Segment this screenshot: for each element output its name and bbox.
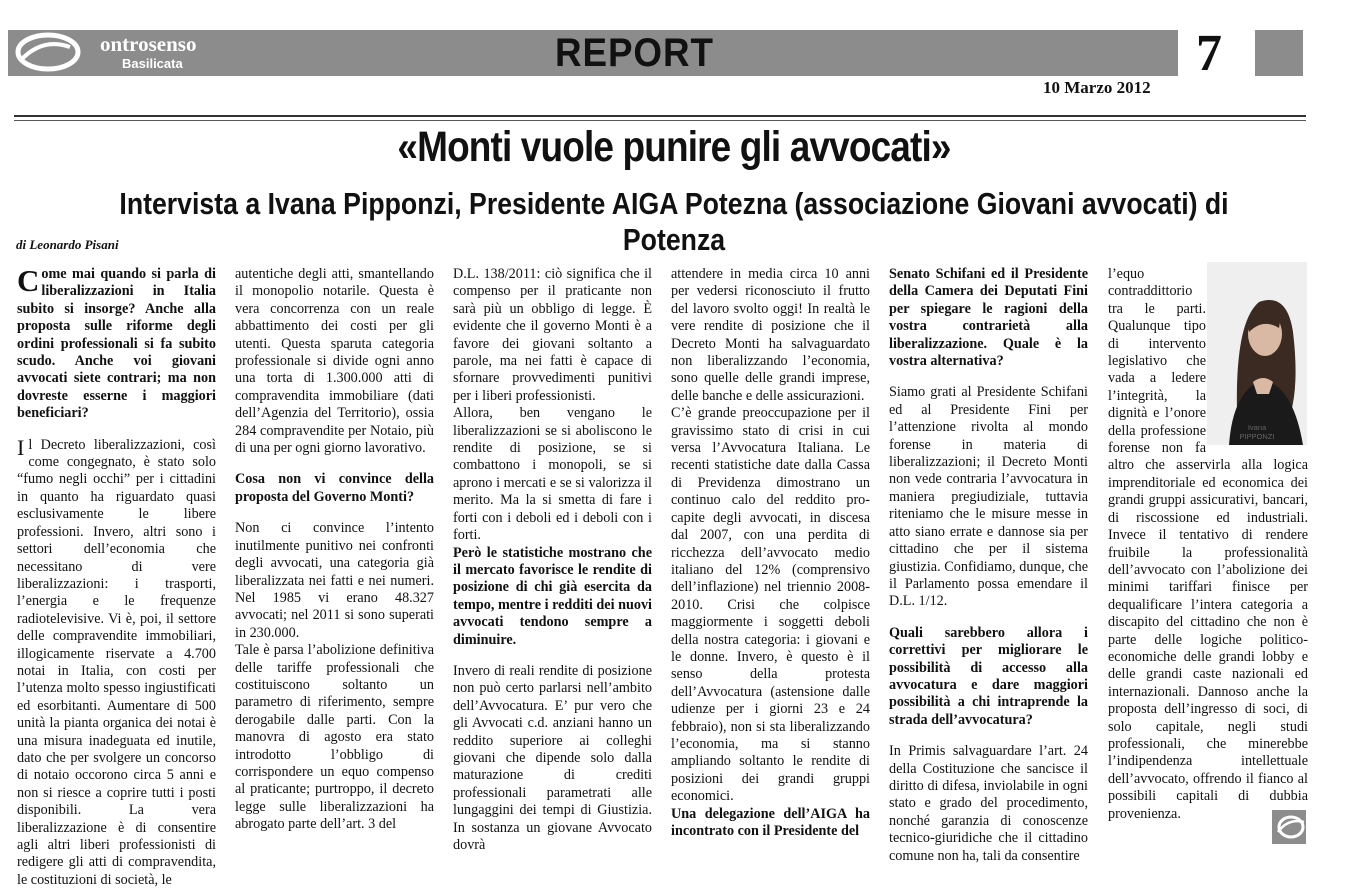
- paragraph: Invero di reali rendite di posizione non può certo parlarsi nell’ambito dell’Avvocatura. E’ pur vero che gli Avvocati c.d. anziani hanno un reddito superiore ai colleghi giovani che dipende solo dalla maturazione di crediti professionali parametrati alle lungaggini dei tempi di Giustizia. In sostanza un giovane Avvocato dovrà: [453, 662, 652, 853]
- section-title: REPORT: [555, 31, 714, 75]
- article-headline: «Monti vuole punire gli avvocati»: [397, 123, 951, 171]
- photo-caption-last: PIPPONZI: [1239, 432, 1275, 441]
- question-4-end: Senato Schifani ed il Presidente della Camera dei Deputati Fini per spiegare le ragioni della vostra contrarietà alla liberalizzazione. Quale è la vostra alternativa?: [889, 266, 1088, 370]
- portrait-image: [1207, 262, 1307, 445]
- paragraph: D.L. 138/2011: ciò significa che il compenso per il praticante non sarà più un obbligo di legge. È evidente che il governo Monti è a favore dei giovani soltanto a parole, ma nei fatti è capace di sfornare provvedimenti punitivi per i liberi professionisti.: [453, 266, 652, 404]
- paragraph: l’equo contraddittorio tra le parti. Qualunque tipo di intervento legislativo che vada a ledere l’integrità, la dignità e l’onore della professione forense non fa altro che asservirla alla logica imprenditoriale ed economica dei grandi gruppi assicurativi, bancari, di riscossione ed industriali. Invece il tentativo di rendere fruibile la professionalità dell’avvocato con l’abolizione dei minimi tariffari finisce per dequalificare l’intera categoria a discapito del cittadino che non è parte delle logiche politico-economiche delle grandi lobby e delle grandi caste nazionali ed internazionali. Dannoso anche la proposta dell’ingresso di soci, di solo capitale, negli studi professionali, che minerebbe l’indipendenza intellettuale dell’avvocato, offrendo il fianco al possibili capitali di dubbia provenienza.: [1108, 266, 1308, 822]
- paragraph: Allora, ben vengano le liberalizzazioni se si aboliscono le rendite di posizione, se si combattono i monopoli, se si aprono i mercati e se si valorizza il merito. Ma la si smetta di fare i forti con i deboli ed i deboli con i forti.: [453, 405, 652, 544]
- header-rule-thin: [14, 120, 1306, 121]
- paragraph: attendere in media circa 10 anni per vedersi riconosciuto il frutto del lavoro svolto oggi! In realtà le vere rendite di posizione che il Decreto Monti ha salvaguardato non liberalizzando l’economia, sono quelle delle grandi imprese, delle banche e delle assicurazioni.: [671, 266, 870, 404]
- photo-caption-first: Ivana: [1247, 423, 1267, 432]
- article-subheadline: Intervista a Ivana Pipponzi, Presidente AIGA Potezna (associazione Giovani avvocati) di Potenza: [119, 186, 1229, 257]
- portrait-photo: [1207, 262, 1307, 445]
- dropcap: I: [17, 434, 25, 460]
- photo-caption: [1207, 423, 1307, 441]
- answer-1: [17, 434, 216, 889]
- question-3: Però le statistiche mostrano che il mercato favorisce le rendite di posizione di chi già esercita da tempo, mentre i redditi dei nuovi avvocati tendono sempre a diminuire.: [453, 544, 652, 648]
- answer-1-text: l Decreto liberalizzazioni, così come congegnato, è stato solo “fumo negli occhi” per i cittadini in quanto ha riguardato quasi esclusivamente le libere professioni. Invero, altri sono i settori dell’economia che necessitano di vere liberalizzazioni: i trasporti, l’energia e le frequenze radiotelevisive. Vi è, poi, il settore delle compravendite immobiliari, illogicamente riservate a 4.700 notai in Italia, con costi per l’utenza molto spesso ingiustificati ed esorbitanti. Aumentare di 500 unità la pianta organica dei notai è una misura inadeguata ed inutile, dato che per svolgere un concorso di notaio occorono circa 5 anni e non si riesce a coprire tutti i posti disponibili. La vera liberalizzazione è di consentire agli altri liberi professionisti di redigere gli atti di compravendita, le costituzioni di società, le: [17, 436, 216, 888]
- controsenso-c-logo-icon: [12, 31, 72, 73]
- question-2: Cosa non vi convince della proposta del Governo Monti?: [235, 471, 434, 505]
- article-column-4: [671, 266, 870, 846]
- controsenso-c-endmark-icon: [1272, 810, 1306, 844]
- logo-brand-name: ontrosenso: [100, 32, 197, 56]
- paragraph: C’è grande preoccupazione per il gravissimo stato di crisi in cui versa l’Avvocatura Italiana. Le recenti statistiche date dalla Cassa di Previdenza dimostrano un continuo calo del reddito pro-capite degli avvocati, in discesa dal 2007, con una perdita di ricchezza dell’avvocato medio italiano del 12% (comprensivo dell’inflazione) nel triennio 2008-2010. Crisi che colpisce maggiormente i soggetti deboli della nostra categoria: i giovani e le donne. Invero, è questo è il senso della protesta dell’Avvocatura (astensione dalle udienze per i giorni 23 e 24 febbraio), non si sta liberalizzando l’economia, ma si stanno ampliando soltanto le rendite di posizioni dei grandi gruppi economici.: [671, 405, 870, 805]
- paragraph: In Primis salvaguardare l’art. 24 della Costituzione che sancisce il diritto di difesa, inviolabile in ogni stato e grado del procedimento, nonché garanzia di conoscenze tecnico-giuridiche che il cittadino comune non ha, tali da consentire: [889, 743, 1088, 864]
- article-column-2: [235, 266, 434, 846]
- article-column-5: [889, 266, 1088, 864]
- masthead-bar-right: [1255, 30, 1303, 76]
- question-5: Quali sarebbero allora i correttivi per migliorare le possibilità di accesso alla avvocatura e dare maggiori possibilità a chi intraprende la strada dell’avvocatura?: [889, 624, 1088, 728]
- question-4-start: Una delegazione dell’AIGA ha incontrato con il Presidente del: [671, 805, 870, 839]
- end-mark: [1272, 810, 1306, 844]
- logo-region: Basilicata: [122, 56, 183, 71]
- article-byline: di Leonardo Pisani: [16, 237, 119, 252]
- paragraph: autentiche degli atti, smantellando il monopolio notarile. Questa è vera concorrenza con un reale abbattimento dei costi per gli utenti. Questa sparuta categoria professionale si divide ogni anno una torta di 1.300.000 atti di compravendita immobiliare (dati dell’Agenzia del Territorio), ossia 284 compravendite per Notaio, più di una per ogni giorno lavorativo.: [235, 266, 434, 457]
- question-1: [17, 263, 216, 422]
- paragraph: Non ci convince l’intento inutilmente punitivo nei confronti degli avvocati, una categoria già liberalizzata nei fatti e nei numeri. Nel 1985 vi erano 48.327 avvocati; nel 2011 si sono superati in 230.000.: [235, 520, 434, 641]
- article-column-1: [17, 263, 216, 888]
- dropcap: C: [17, 263, 40, 298]
- controsenso-logo: [12, 30, 232, 76]
- paragraph: Tale è parsa l’abolizione definitiva delle tariffe professionali che costituiscono soltanto un parametro di riferimento, sempre derogabile dalle parti. Con la manovra di agosto era stato introdotto l’obbligo di corrispondere un equo compenso al praticante; purtroppo, il decreto legge sulle liberalizzazioni ha abrogato parte dell’art. 3 del: [235, 642, 434, 833]
- issue-date: 10 Marzo 2012: [1043, 78, 1151, 97]
- question-1-text: ome mai quando si parla di liberalizzazioni in Italia subito si insorge? Anche alla proposta sulle riforme degli ordini professionali si fa subito scudo. Anche voi giovani avvocati siete contrari; ma non dovreste esserne i maggiori beneficiari?: [17, 266, 216, 422]
- article-column-3: [453, 266, 652, 853]
- page-number: 7: [1196, 25, 1222, 82]
- header-rule: [14, 115, 1306, 117]
- paragraph: Siamo grati al Presidente Schifani ed al Presidente Fini per l’attenzione rivolta al mondo forense in materia di liberalizzazioni; il Decreto Monti non vede contraria l’avvocatura in maniera pregiudiziale, tuttavia riteniamo che le misure messe in atto siano errate e dannose sia per cittadino che per il sistema giustizia. Confidiamo, dunque, che il Parlamento possa emendare il D.L. 1/12.: [889, 384, 1088, 610]
